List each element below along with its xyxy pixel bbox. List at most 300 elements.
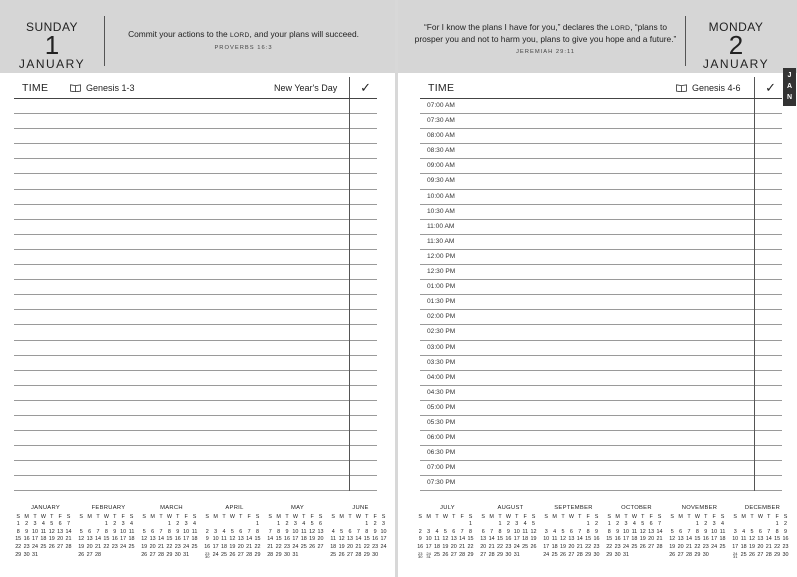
calendar-day: 29 bbox=[585, 551, 592, 558]
calendar-day: 24 bbox=[513, 543, 520, 550]
weekday-letter: W bbox=[568, 513, 574, 520]
time-slot-row[interactable] bbox=[420, 295, 782, 310]
calendar-day bbox=[211, 521, 219, 529]
calendar-day: 8 bbox=[498, 528, 502, 535]
calendar-day: 22 bbox=[15, 543, 22, 550]
calendar-day: 12 bbox=[141, 536, 148, 543]
time-slot-row[interactable] bbox=[420, 144, 782, 159]
left-check-column bbox=[349, 99, 377, 491]
writing-line[interactable] bbox=[14, 295, 377, 310]
calendar-day: 9 bbox=[176, 528, 180, 535]
calendar-day: 7 bbox=[159, 528, 163, 535]
writing-line[interactable] bbox=[14, 401, 377, 416]
time-slot-row[interactable] bbox=[420, 476, 782, 491]
calendar-day: 3 bbox=[382, 521, 386, 528]
writing-line[interactable] bbox=[14, 416, 377, 431]
calendar-day: 5 bbox=[561, 528, 565, 535]
time-slot-row[interactable] bbox=[420, 401, 782, 416]
calendar-day: 29 bbox=[496, 551, 503, 558]
weekday-letter: S bbox=[733, 513, 737, 520]
writing-line[interactable] bbox=[14, 341, 377, 356]
calendar-day: 22 bbox=[275, 543, 282, 550]
calendar-day: 26 bbox=[559, 551, 566, 558]
calendar-day: 26 bbox=[141, 551, 148, 558]
weekday-letter: S bbox=[783, 513, 788, 520]
calendar-day: 15 bbox=[15, 536, 22, 543]
time-slot-row[interactable] bbox=[420, 461, 782, 476]
mini-calendar-august bbox=[479, 505, 542, 559]
calendar-day: 12 bbox=[748, 536, 755, 543]
weekday-letter: M bbox=[339, 513, 344, 520]
calendar-day: 7 bbox=[578, 528, 582, 535]
calendar-day: 24 31 bbox=[426, 550, 431, 560]
calendar-day: 16 bbox=[372, 536, 379, 543]
calendar-day: 19 bbox=[530, 536, 537, 543]
time-slot-label: 02:30 PM bbox=[427, 328, 456, 336]
weekday-letter: S bbox=[418, 513, 422, 520]
weekday-letter: W bbox=[355, 513, 361, 520]
month-tab-letter: N bbox=[786, 94, 793, 101]
left-check-header bbox=[349, 77, 377, 98]
weekday-letter: W bbox=[229, 513, 235, 520]
calendar-day: 17 bbox=[292, 536, 299, 543]
calendar-day: 22 bbox=[166, 543, 173, 550]
mini-calendar-grid bbox=[731, 514, 794, 560]
time-slot-row[interactable] bbox=[420, 190, 782, 205]
calendar-day: 2 bbox=[25, 521, 29, 528]
mini-calendar-grid bbox=[668, 514, 731, 560]
time-slot-label: 10:30 AM bbox=[427, 207, 455, 215]
calendar-day bbox=[346, 521, 354, 529]
mini-calendar-title: FEBRUARY bbox=[91, 505, 126, 511]
calendar-day: 8 bbox=[469, 528, 473, 535]
calendar-day: 23 30 bbox=[417, 550, 423, 560]
calendar-day: 18 bbox=[300, 536, 307, 543]
calendar-day: 3 bbox=[733, 528, 737, 535]
weekday-letter: F bbox=[586, 513, 590, 520]
calendar-day: 22 bbox=[363, 543, 370, 550]
calendar-day: 8 bbox=[104, 528, 108, 535]
writing-line[interactable] bbox=[14, 99, 377, 114]
right-month: JANUARY bbox=[702, 57, 770, 71]
calendar-day: 31 bbox=[31, 551, 38, 558]
calendar-day: 9 bbox=[25, 528, 29, 535]
right-day-of-week: MONDAY bbox=[708, 20, 764, 34]
time-slot-row[interactable] bbox=[420, 159, 782, 174]
writing-line[interactable] bbox=[14, 190, 377, 205]
time-slot-row[interactable] bbox=[420, 99, 782, 114]
calendar-day: 3 bbox=[293, 521, 297, 528]
calendar-day bbox=[668, 521, 676, 529]
calendar-day: 20 bbox=[568, 543, 575, 550]
calendar-day: 25 bbox=[551, 551, 558, 558]
weekday-letter: M bbox=[24, 513, 29, 520]
mini-calendar-october bbox=[605, 505, 668, 559]
left-lines bbox=[14, 99, 377, 491]
weekday-letter: T bbox=[302, 513, 306, 520]
right-verse-pre: “For I know the plans I have for you,” declares the bbox=[424, 22, 609, 32]
calendar-day: 6 bbox=[452, 528, 456, 535]
calendar-day: 14 bbox=[765, 536, 772, 543]
calendar-day: 16 bbox=[111, 536, 118, 543]
calendar-day: 24 bbox=[120, 543, 127, 550]
calendar-day: 11 bbox=[522, 528, 528, 535]
weekday-letter: T bbox=[113, 513, 117, 520]
calendar-day: 25 bbox=[719, 543, 726, 550]
right-sheet bbox=[420, 77, 782, 491]
time-slot-row[interactable] bbox=[420, 341, 782, 356]
calendar-day: 27 bbox=[57, 543, 64, 550]
mini-calendar-title: JANUARY bbox=[30, 505, 61, 511]
weekday-letter: S bbox=[129, 513, 134, 520]
weekday-letter: T bbox=[515, 513, 519, 520]
writing-line[interactable] bbox=[14, 174, 377, 189]
weekday-letter: W bbox=[631, 513, 637, 520]
left-mini-calendars bbox=[14, 505, 392, 559]
calendar-day: 8 bbox=[167, 528, 171, 535]
writing-line[interactable] bbox=[14, 144, 377, 159]
calendar-day: 15 bbox=[275, 536, 282, 543]
writing-line[interactable] bbox=[14, 461, 377, 476]
time-slot-label: 08:00 AM bbox=[427, 132, 455, 140]
calendar-day: 29 bbox=[166, 551, 173, 558]
calendar-day: 16 bbox=[614, 536, 621, 543]
calendar-day: 13 bbox=[568, 536, 575, 543]
calendar-day: 27 bbox=[317, 543, 324, 550]
mini-calendar-title: OCTOBER bbox=[621, 505, 652, 511]
time-slot-row[interactable] bbox=[420, 280, 782, 295]
writing-line[interactable] bbox=[14, 371, 377, 386]
calendar-day: 8 bbox=[365, 528, 369, 535]
calendar-day: 3 bbox=[712, 521, 716, 528]
right-verse bbox=[412, 0, 679, 73]
weekday-letter: S bbox=[268, 513, 272, 520]
calendar-day: 5 bbox=[443, 528, 447, 535]
weekday-letter: W bbox=[442, 513, 448, 520]
mini-calendar-grid bbox=[14, 514, 77, 560]
calendar-day: 20 bbox=[346, 543, 353, 550]
month-tab[interactable] bbox=[783, 68, 796, 106]
calendar-day: 31 bbox=[292, 551, 299, 558]
time-slot-label: 11:30 AM bbox=[427, 237, 455, 245]
calendar-day: 23 bbox=[283, 543, 290, 550]
calendar-day: 5 bbox=[750, 528, 754, 535]
calendar-day: 28 bbox=[65, 543, 72, 550]
calendar-day: 2 bbox=[616, 521, 620, 528]
calendar-day: 8 bbox=[256, 528, 260, 535]
calendar-day: 10 bbox=[183, 528, 190, 535]
calendar-day: 27 bbox=[346, 551, 353, 558]
time-slot-row[interactable] bbox=[420, 310, 782, 325]
time-slot-row[interactable] bbox=[420, 431, 782, 446]
calendar-day: 12 bbox=[338, 536, 345, 543]
calendar-day: 18 bbox=[220, 543, 227, 550]
weekday-letter: T bbox=[33, 513, 37, 520]
calendar-day bbox=[94, 521, 102, 529]
calendar-day: 27 bbox=[757, 551, 764, 558]
calendar-day: 13 bbox=[317, 528, 324, 535]
calendar-day: 4 bbox=[435, 528, 439, 535]
calendar-day: 4 bbox=[742, 528, 746, 535]
weekday-letter: F bbox=[121, 513, 125, 520]
calendar-day: 1 bbox=[277, 521, 281, 528]
calendar-day: 30 bbox=[593, 551, 600, 558]
calendar-day bbox=[85, 521, 93, 529]
calendar-day: 4 bbox=[193, 521, 197, 528]
calendar-day: 13 bbox=[648, 528, 655, 535]
calendar-day: 10 bbox=[513, 528, 520, 535]
calendar-day: 9 bbox=[704, 528, 708, 535]
calendar-day: 2 bbox=[595, 521, 599, 528]
left-header-divider bbox=[104, 16, 105, 66]
checkmark-icon: ✓ bbox=[360, 80, 371, 95]
time-slot-row[interactable] bbox=[420, 235, 782, 250]
writing-line[interactable] bbox=[14, 356, 377, 371]
time-slot-label: 11:00 AM bbox=[427, 222, 455, 230]
calendar-day: 11 bbox=[631, 528, 638, 535]
time-slot-row[interactable] bbox=[420, 220, 782, 235]
time-slot-row[interactable] bbox=[420, 129, 782, 144]
writing-line[interactable] bbox=[14, 310, 377, 325]
time-slot-row[interactable] bbox=[420, 446, 782, 461]
writing-line[interactable] bbox=[14, 220, 377, 235]
weekday-letter: T bbox=[365, 513, 369, 520]
calendar-day: 18 bbox=[191, 536, 198, 543]
calendar-day: 3 bbox=[624, 521, 628, 528]
calendar-day: 25 bbox=[522, 543, 529, 550]
calendar-day: 14 bbox=[157, 536, 164, 543]
calendar-day: 3 bbox=[184, 521, 188, 528]
writing-line[interactable] bbox=[14, 325, 377, 340]
right-page bbox=[398, 0, 797, 577]
calendar-day: 6 bbox=[239, 528, 243, 535]
calendar-day: 25 bbox=[128, 543, 135, 550]
writing-line[interactable] bbox=[14, 250, 377, 265]
calendar-day: 20 bbox=[677, 543, 684, 550]
time-slot-label: 04:00 PM bbox=[427, 373, 456, 381]
calendar-day: 16 bbox=[283, 536, 290, 543]
time-slot-label: 07:00 AM bbox=[427, 102, 455, 109]
weekday-letter: S bbox=[66, 513, 71, 520]
right-day-number: 2 bbox=[728, 30, 744, 60]
time-slot-row[interactable] bbox=[420, 114, 782, 129]
time-slot-row[interactable] bbox=[420, 386, 782, 401]
calendar-day: 15 bbox=[694, 536, 701, 543]
calendar-day: 4 bbox=[130, 521, 134, 528]
weekday-letter: S bbox=[720, 513, 725, 520]
calendar-day: 24 bbox=[711, 543, 718, 550]
time-slot-row[interactable] bbox=[420, 325, 782, 340]
calendar-day: 29 bbox=[254, 551, 261, 558]
weekday-letter: W bbox=[166, 513, 172, 520]
calendar-day: 5 bbox=[310, 521, 314, 528]
weekday-letter: M bbox=[426, 513, 431, 520]
calendar-day: 10 bbox=[543, 536, 550, 543]
calendar-day: 15 bbox=[103, 536, 110, 543]
calendar-day bbox=[433, 521, 441, 529]
calendar-day: 5 bbox=[340, 528, 344, 535]
calendar-day: 16 bbox=[417, 543, 424, 550]
time-slot-label: 03:30 PM bbox=[427, 358, 456, 366]
left-time-label: TIME bbox=[22, 82, 49, 94]
time-slot-row[interactable] bbox=[420, 416, 782, 431]
calendar-day: 7 bbox=[67, 521, 71, 528]
calendar-day: 13 bbox=[480, 536, 487, 543]
calendar-day: 17 bbox=[425, 543, 432, 550]
right-reading-text: Genesis 4-6 bbox=[692, 83, 741, 93]
calendar-day: 14 bbox=[488, 536, 495, 543]
calendar-day: 4 bbox=[553, 528, 557, 535]
calendar-day: 23 30 bbox=[204, 550, 210, 560]
calendar-day: 11 bbox=[191, 528, 198, 535]
writing-line[interactable] bbox=[14, 431, 377, 446]
calendar-day: 28 bbox=[267, 551, 274, 558]
weekday-letter: T bbox=[452, 513, 456, 520]
calendar-day: 12 bbox=[639, 528, 646, 535]
calendar-day: 15 bbox=[467, 536, 474, 543]
calendar-day: 27 bbox=[237, 551, 244, 558]
calendar-day: 1 bbox=[775, 521, 779, 528]
calendar-day: 14 bbox=[685, 536, 692, 543]
calendar-day: 9 bbox=[285, 528, 289, 535]
calendar-day: 17 bbox=[380, 536, 387, 543]
calendar-day: 2 bbox=[285, 521, 289, 528]
writing-line[interactable] bbox=[14, 129, 377, 144]
weekday-letter: S bbox=[381, 513, 386, 520]
writing-line[interactable] bbox=[14, 386, 377, 401]
time-slot-row[interactable] bbox=[420, 371, 782, 386]
calendar-day: 7 bbox=[268, 528, 272, 535]
calendar-day: 27 bbox=[149, 551, 156, 558]
writing-line[interactable] bbox=[14, 476, 377, 491]
time-slot-label: 04:30 PM bbox=[427, 388, 456, 396]
time-slot-label: 01:00 PM bbox=[427, 283, 456, 291]
mini-calendar-june bbox=[329, 505, 392, 559]
time-slot-row[interactable] bbox=[420, 265, 782, 280]
calendar-day bbox=[576, 521, 584, 529]
calendar-day: 13 bbox=[757, 536, 764, 543]
calendar-day: 6 bbox=[88, 528, 92, 535]
calendar-day: 10 bbox=[622, 528, 629, 535]
calendar-day: 12 bbox=[559, 536, 566, 543]
time-slot-row[interactable] bbox=[420, 205, 782, 220]
weekday-letter: S bbox=[607, 513, 611, 520]
calendar-day: 17 bbox=[513, 536, 520, 543]
right-reading bbox=[676, 83, 741, 93]
calendar-day: 16 bbox=[505, 536, 512, 543]
writing-line[interactable] bbox=[14, 265, 377, 280]
left-verse bbox=[110, 0, 377, 73]
writing-line[interactable] bbox=[14, 280, 377, 295]
calendar-day: 12 bbox=[309, 528, 316, 535]
calendar-day: 22 bbox=[254, 543, 261, 550]
time-slot-row[interactable] bbox=[420, 356, 782, 371]
calendar-day: 11 bbox=[330, 536, 336, 543]
calendar-day: 9 bbox=[418, 536, 422, 543]
calendar-day bbox=[245, 521, 253, 529]
calendar-day: 15 bbox=[363, 536, 370, 543]
time-slot-row[interactable] bbox=[420, 250, 782, 265]
calendar-day bbox=[329, 521, 337, 529]
weekday-letter: F bbox=[775, 513, 779, 520]
calendar-day bbox=[559, 521, 567, 529]
calendar-day: 1 bbox=[469, 521, 473, 528]
calendar-day: 10 bbox=[732, 536, 739, 543]
calendar-day: 13 bbox=[237, 536, 244, 543]
calendar-day: 11 bbox=[434, 536, 440, 543]
calendar-day: 14 bbox=[355, 536, 362, 543]
left-page bbox=[0, 0, 395, 577]
book-icon bbox=[70, 84, 81, 92]
writing-line[interactable] bbox=[14, 235, 377, 250]
calendar-day: 21 bbox=[488, 543, 495, 550]
time-slot-row[interactable] bbox=[420, 174, 782, 189]
writing-line[interactable] bbox=[14, 114, 377, 129]
calendar-day: 31 bbox=[183, 551, 190, 558]
calendar-day: 11 bbox=[740, 536, 747, 543]
time-slot-label: 02:00 PM bbox=[427, 313, 456, 321]
calendar-day: 11 bbox=[40, 528, 47, 535]
calendar-day: 3 bbox=[427, 528, 431, 535]
calendar-day: 21 bbox=[65, 536, 72, 543]
weekday-letter: M bbox=[615, 513, 620, 520]
weekday-letter: T bbox=[578, 513, 582, 520]
month-tab-letter: A bbox=[786, 83, 793, 90]
writing-line[interactable] bbox=[14, 446, 377, 461]
calendar-day bbox=[479, 521, 487, 529]
month-tab-letter: J bbox=[787, 72, 792, 79]
calendar-day: 28 bbox=[576, 551, 583, 558]
weekday-letter: F bbox=[712, 513, 716, 520]
calendar-day: 14 bbox=[94, 536, 101, 543]
calendar-day bbox=[542, 521, 550, 529]
calendar-day: 9 bbox=[616, 528, 620, 535]
calendar-day: 9 bbox=[373, 528, 377, 535]
calendar-day: 28 bbox=[459, 551, 466, 558]
weekday-letter: T bbox=[561, 513, 565, 520]
calendar-day: 4 bbox=[721, 521, 725, 528]
weekday-letter: S bbox=[318, 513, 323, 520]
calendar-day: 28 bbox=[157, 551, 164, 558]
calendar-day: 28 bbox=[765, 551, 772, 558]
writing-line[interactable] bbox=[14, 159, 377, 174]
mini-calendar-may bbox=[266, 505, 329, 559]
calendar-day bbox=[550, 521, 558, 529]
calendar-day: 25 bbox=[631, 543, 638, 550]
right-date-box bbox=[690, 0, 782, 73]
calendar-day: 25 bbox=[191, 543, 198, 550]
checkmark-icon: ✓ bbox=[765, 80, 776, 95]
calendar-day: 11 bbox=[551, 536, 558, 543]
calendar-day: 10 bbox=[120, 528, 127, 535]
calendar-day: 15 bbox=[774, 536, 781, 543]
calendar-day: 30 bbox=[174, 551, 181, 558]
calendar-day: 27 bbox=[86, 551, 93, 558]
left-verse-text bbox=[128, 29, 359, 41]
right-head-row bbox=[420, 77, 782, 99]
calendar-day: 6 bbox=[679, 528, 683, 535]
calendar-day: 6 bbox=[319, 521, 323, 528]
weekday-letter: T bbox=[222, 513, 226, 520]
calendar-day: 5 bbox=[50, 521, 54, 528]
calendar-day: 18 bbox=[433, 543, 440, 550]
writing-line[interactable] bbox=[14, 205, 377, 220]
weekday-letter: T bbox=[435, 513, 439, 520]
calendar-day: 1 bbox=[607, 521, 611, 528]
weekday-letter: S bbox=[657, 513, 662, 520]
calendar-day: 2 bbox=[418, 528, 422, 535]
calendar-day: 9 bbox=[506, 528, 510, 535]
